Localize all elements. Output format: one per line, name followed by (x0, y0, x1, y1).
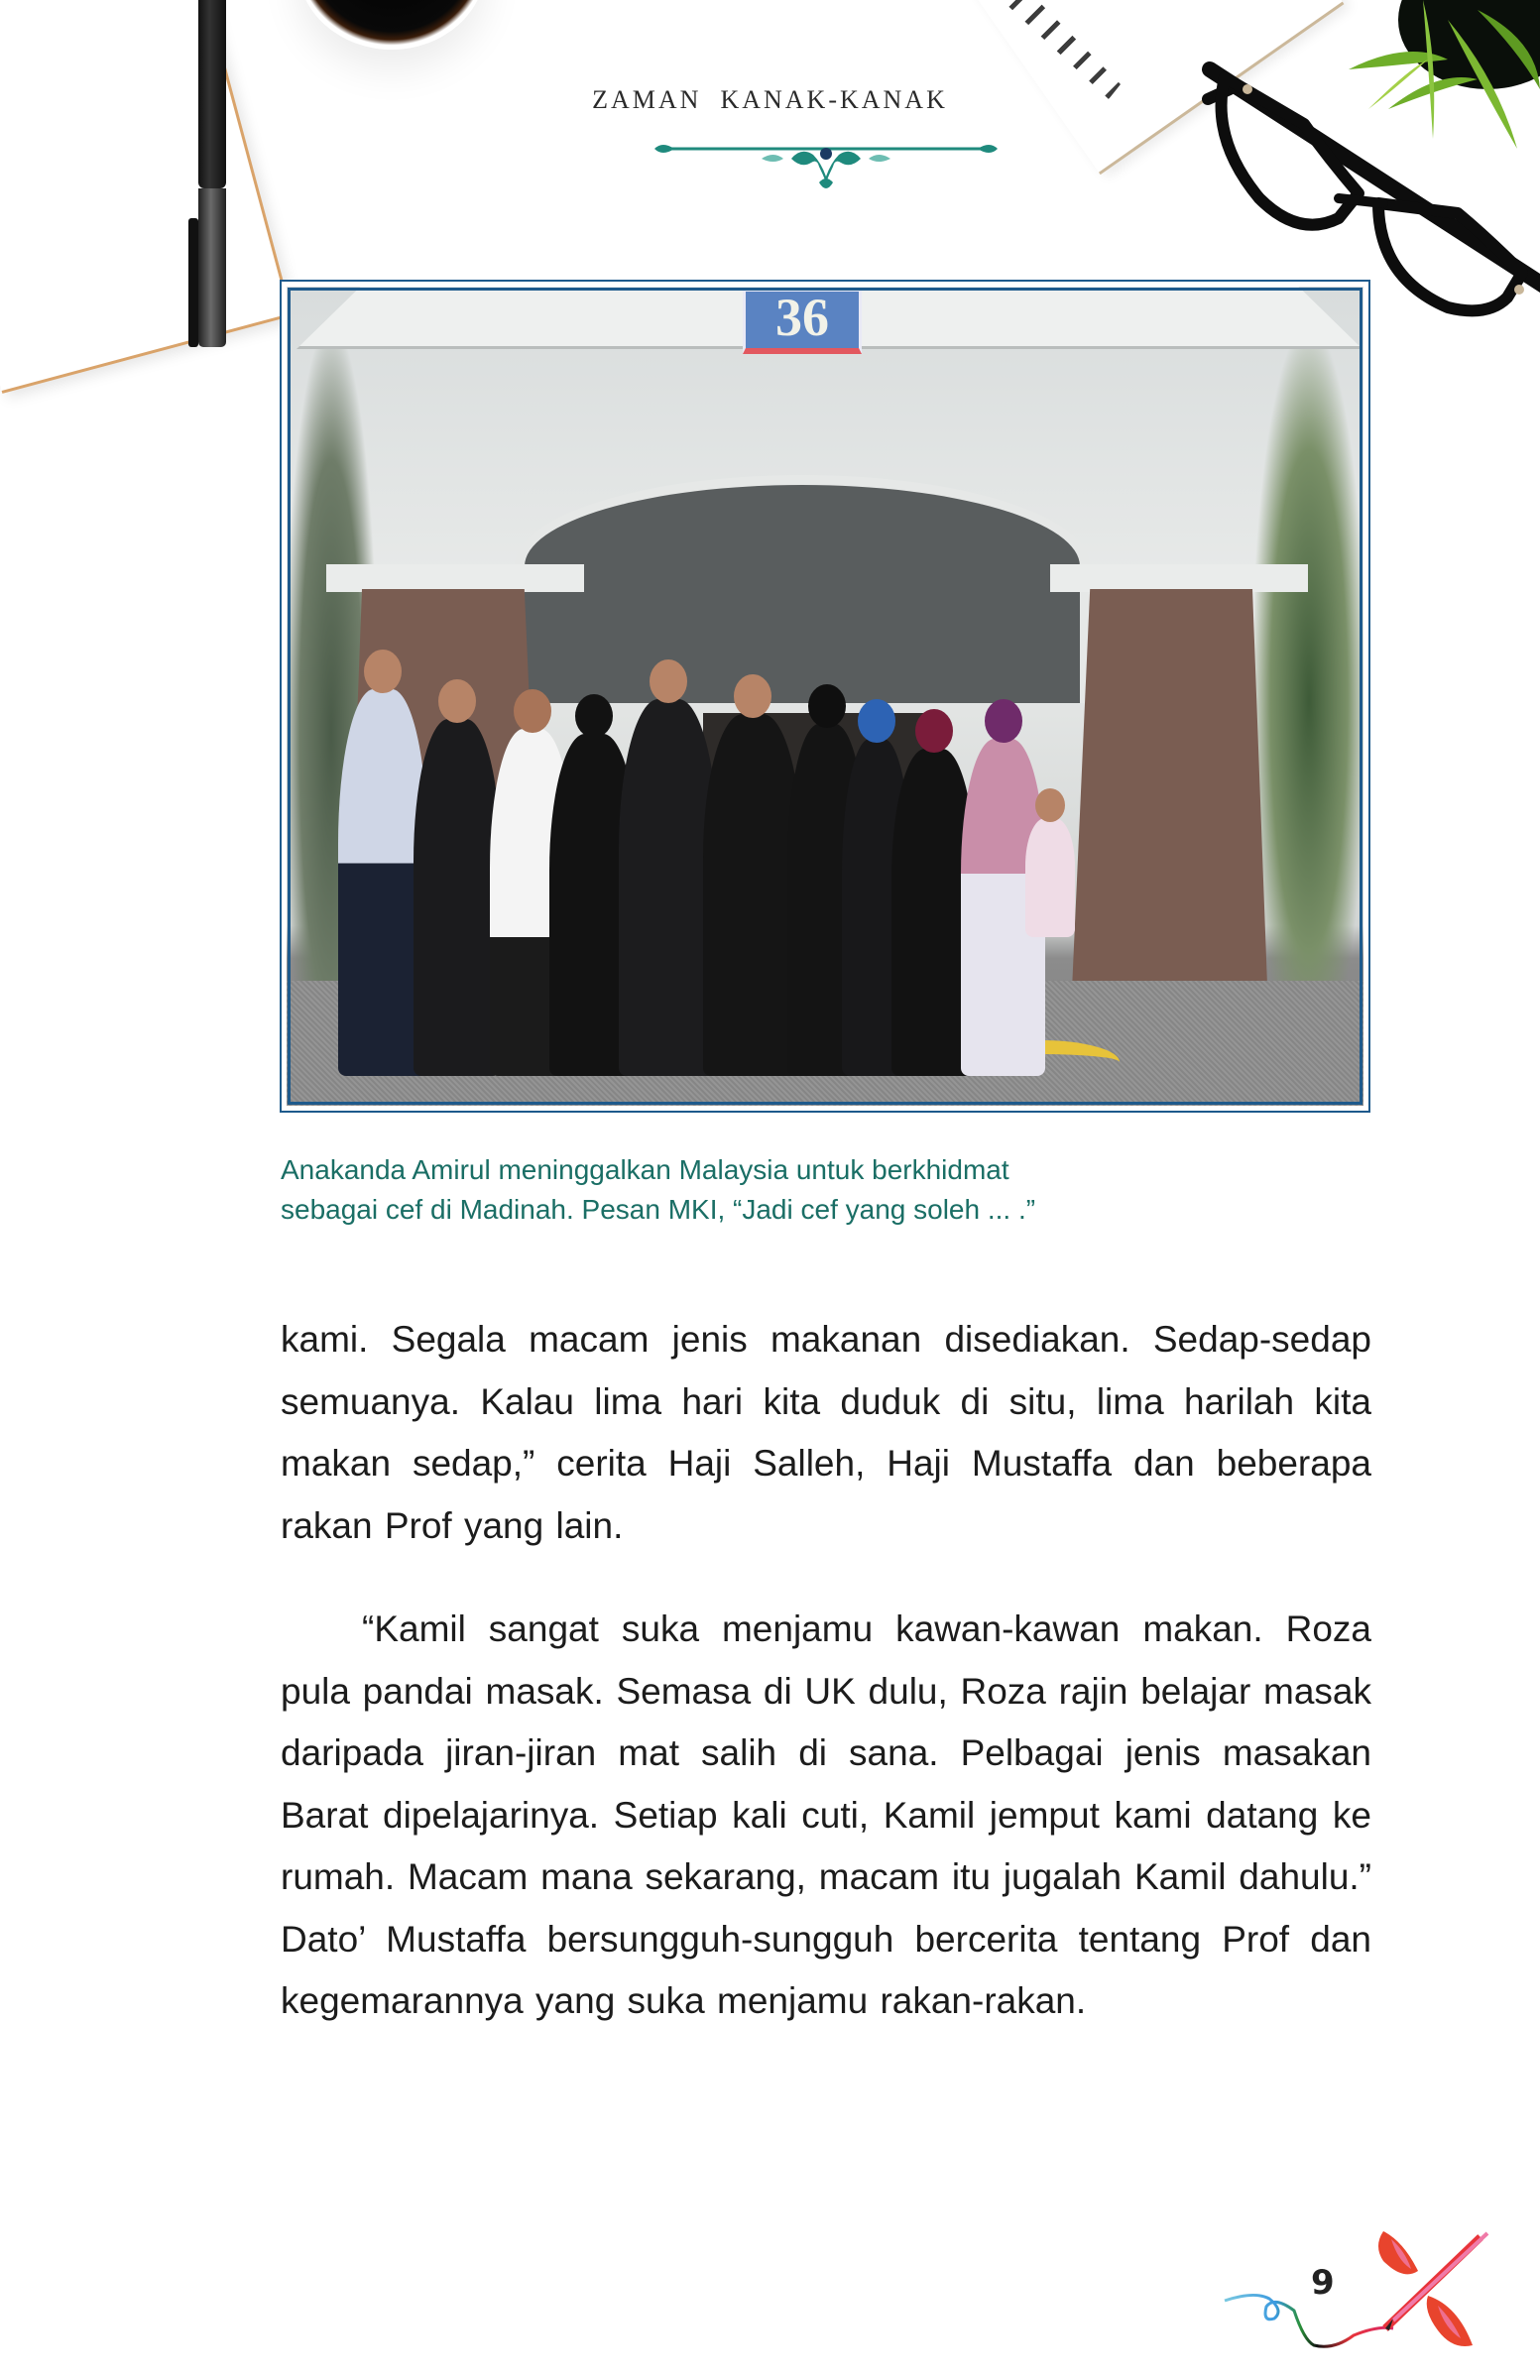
photo-frame (280, 280, 1370, 1113)
potted-plant-decoration (1329, 0, 1540, 159)
entrance-canopy (515, 475, 1090, 703)
child (1025, 818, 1075, 937)
pen-clip-decoration (188, 218, 198, 347)
notebook-decoration (0, 0, 293, 394)
photo-caption (281, 1150, 1371, 1230)
pillar-cap-left (326, 564, 584, 592)
page-number: 9 (1311, 2263, 1335, 2303)
pillar-cap-right (1050, 564, 1308, 592)
caption-line-1: Anakanda Amirul meninggalkan Malaysia untuk berkhidmat (281, 1154, 1009, 1185)
group-photo (287, 287, 1363, 1106)
running-head: ZAMAN KANAK-KANAK (592, 85, 948, 114)
person-2 (414, 719, 501, 1076)
paragraph-1: kami. Segala macam jenis makanan disediakan. Sedap-sedap semuanya. Kalau lima hari kita duduk di situ, lima harilah kita makan sedap,” cerita Haji Salleh, Haji Mustaffa dan beberapa rakan Prof yang lain. (281, 1319, 1371, 1546)
paragraph-2: “Kamil sangat suka menjamu kawan-kawan makan. Roza pula pandai masak. Semasa di UK dulu, Roza rajin belajar masak daripada jiran-jiran mat salih di sana. Pelbagai jenis masakan Barat dipelajarinya. Setiap kali cuti, Kamil jemput kami datang ke rumah. Macam mana sekarang, macam itu jugalah Kamil dahulu.” Dato’ Mustaffa bersungguh-sungguh bercerita tentang Prof dan kegemarannya yang suka menjamu rakan-rakan. (281, 1608, 1371, 2021)
flourish-divider-icon (652, 137, 1000, 196)
coffee-cup-decoration (297, 0, 486, 50)
body-text (281, 1309, 1371, 2033)
pencil-bird-logo-icon (1215, 2211, 1540, 2380)
pen-decoration (198, 188, 226, 347)
house-number-sign: 36 (743, 289, 862, 354)
caption-line-2: sebagai cef di Madinah. Pesan MKI, “Jadi cef yang soleh ... .” (281, 1194, 1036, 1225)
tree-right (1254, 346, 1363, 991)
